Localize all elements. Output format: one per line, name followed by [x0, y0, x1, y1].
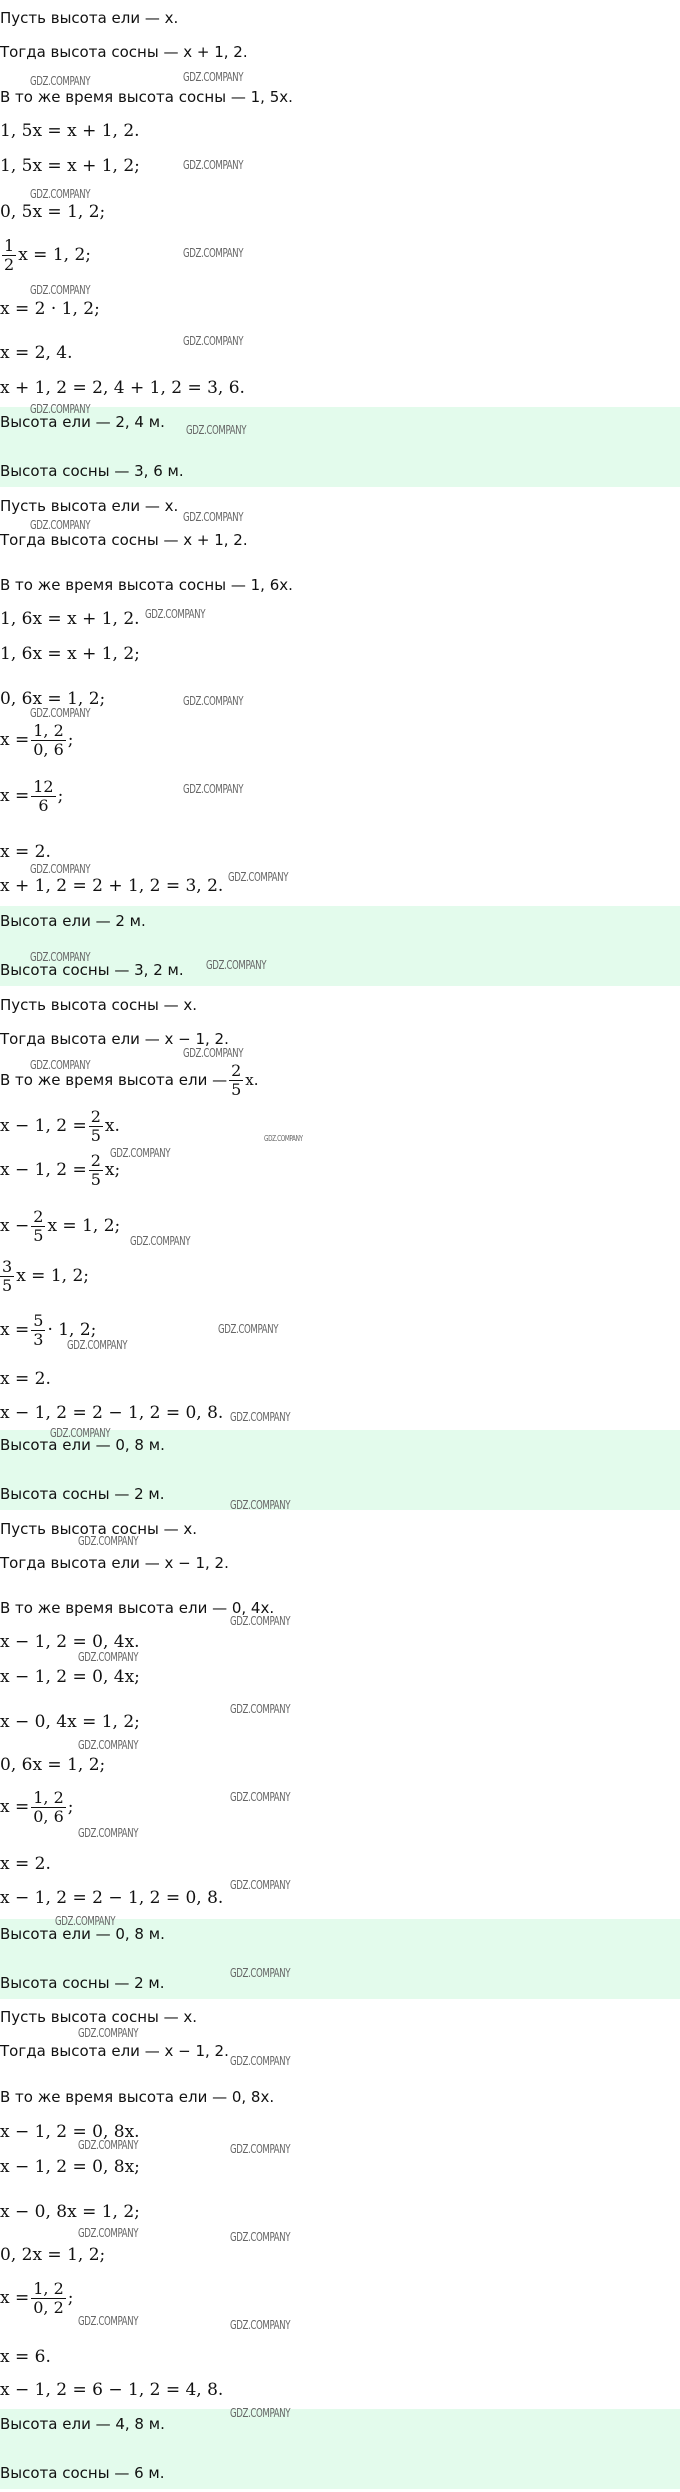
answer-fir: Высота ели — 2 м.	[0, 912, 146, 930]
answer-pine: Высота сосны — 2 м.	[0, 1974, 165, 1992]
watermark: GDZ.COMPANY	[230, 1702, 291, 1716]
equation: x = $\frac{1, 2}{0, 6}$ ;	[0, 1788, 74, 1826]
equation: x = 2.	[0, 842, 51, 862]
watermark: GDZ.COMPANY	[230, 2406, 291, 2420]
watermark: GDZ.COMPANY	[30, 1058, 91, 1072]
text-line: В то же время высота ели — $\frac{2}{5}$ x.	[0, 1061, 259, 1099]
fraction: $\frac{3}{5}$	[2, 1257, 13, 1295]
text-line: Тогда высота ели — x − 1, 2.	[0, 1554, 229, 1572]
equation: $\frac{3}{5}$ x = 1, 2;	[2, 1257, 89, 1295]
answer-fir: Высота ели — 0, 8 м.	[0, 1436, 165, 1454]
watermark: GDZ.COMPANY	[145, 607, 206, 621]
equation: x = 2 · 1, 2;	[0, 299, 100, 319]
watermark: GDZ.COMPANY	[30, 74, 91, 88]
watermark: GDZ.COMPANY	[78, 2226, 139, 2240]
text-line: В то же время высота ели — 0, 8x.	[0, 2088, 275, 2106]
equation: 1, 6x = x + 1, 2.	[0, 609, 140, 629]
fraction: $\frac{2}{5}$	[90, 1107, 101, 1145]
equation: x = $\frac{1, 2}{0, 2}$ ;	[0, 2279, 74, 2317]
answer-block	[0, 906, 680, 986]
watermark: GDZ.COMPANY	[78, 2314, 139, 2328]
equation: x − $\frac{2}{5}$ x = 1, 2;	[0, 1207, 121, 1245]
equation: x − 1, 2 = 0, 8x;	[0, 2157, 140, 2177]
answer-pine: Высота сосны — 6 м.	[0, 2464, 165, 2482]
equation: 0, 6x = 1, 2;	[0, 689, 106, 709]
equation: x − 1, 2 = 0, 4x.	[0, 1632, 140, 1652]
answer-pine: Высота сосны — 2 м.	[0, 1485, 165, 1503]
watermark: GDZ.COMPANY	[30, 518, 91, 532]
fraction: $\frac{1, 2}{0, 6}$	[33, 721, 64, 759]
watermark: GDZ.COMPANY	[230, 2054, 291, 2068]
answer-block	[0, 2409, 680, 2489]
watermark: GDZ.COMPANY	[183, 694, 244, 708]
watermark: GDZ.COMPANY	[30, 187, 91, 201]
fraction: $\frac{2}{5}$	[231, 1061, 242, 1099]
watermark: GDZ.COMPANY	[230, 2142, 291, 2156]
text-line: Тогда высота сосны — x + 1, 2.	[0, 43, 248, 61]
watermark: GDZ.COMPANY	[183, 1046, 244, 1060]
watermark: GDZ.COMPANY	[230, 1498, 291, 1512]
text-line: Пусть высота сосны — x.	[0, 996, 198, 1014]
text-line: Тогда высота ели — x − 1, 2.	[0, 1030, 229, 1048]
fraction: $\frac{1, 2}{0, 2}$	[33, 2279, 64, 2317]
watermark: GDZ.COMPANY	[230, 1790, 291, 1804]
watermark: GDZ.COMPANY	[130, 1234, 191, 1248]
equation: x − 1, 2 = $\frac{2}{5}$ x.	[0, 1107, 120, 1145]
watermark: GDZ.COMPANY	[230, 2318, 291, 2332]
watermark: GDZ.COMPANY	[30, 402, 91, 416]
watermark: GDZ.COMPANY	[67, 1338, 128, 1352]
answer-fir: Высота ели — 2, 4 м.	[0, 413, 165, 431]
equation: $\frac{1}{2}$ x = 1, 2;	[4, 236, 91, 274]
watermark: GDZ.COMPANY	[206, 958, 267, 972]
text-line: В то же время высота ели — 0, 4x.	[0, 1599, 275, 1617]
equation: x − 1, 2 = 2 − 1, 2 = 0, 8.	[0, 1888, 224, 1908]
watermark: GDZ.COMPANY	[30, 706, 91, 720]
watermark: GDZ.COMPANY	[230, 1966, 291, 1980]
watermark: GDZ.COMPANY	[55, 1914, 116, 1928]
watermark: GDZ.COMPANY	[218, 1322, 279, 1336]
equation: 1, 5x = x + 1, 2.	[0, 121, 140, 141]
fraction: $\frac{2}{5}$	[90, 1151, 101, 1189]
equation: x − 1, 2 = 0, 4x;	[0, 1667, 140, 1687]
watermark: GDZ.COMPANY	[30, 862, 91, 876]
equation: 1, 6x = x + 1, 2;	[0, 644, 140, 664]
answer-fir: Высота ели — 0, 8 м.	[0, 1925, 165, 1943]
equation: x − 0, 4x = 1, 2;	[0, 1712, 140, 1732]
equation: x + 1, 2 = 2 + 1, 2 = 3, 2.	[0, 876, 224, 896]
equation: 0, 6x = 1, 2;	[0, 1755, 106, 1775]
watermark: GDZ.COMPANY	[110, 1146, 171, 1160]
equation: x = 2, 4.	[0, 343, 73, 363]
watermark: GDZ.COMPANY	[183, 782, 244, 796]
equation: x − 1, 2 = 0, 8x.	[0, 2122, 140, 2142]
watermark: GDZ.COMPANY	[230, 2230, 291, 2244]
text-line: В то же время высота сосны — 1, 5x.	[0, 88, 293, 106]
watermark: GDZ.COMPANY	[78, 2138, 139, 2152]
answer-fir: Высота ели — 4, 8 м.	[0, 2415, 165, 2433]
fraction: $\frac{2}{5}$	[33, 1207, 44, 1245]
answer-block	[0, 1919, 680, 1999]
equation: x − 1, 2 = $\frac{2}{5}$ x;	[0, 1151, 121, 1189]
answer-pine: Высота сосны — 3, 6 м.	[0, 462, 184, 480]
equation: x = $\frac{5}{3}$ · 1, 2;	[0, 1311, 97, 1349]
watermark: GDZ.COMPANY	[183, 70, 244, 84]
watermark: GDZ.COMPANY	[78, 1738, 139, 1752]
fraction: $\frac{1, 2}{0, 6}$	[33, 1788, 64, 1826]
watermark: GDZ.COMPANY	[264, 1134, 303, 1143]
watermark: GDZ.COMPANY	[183, 510, 244, 524]
watermark: GDZ.COMPANY	[78, 2026, 139, 2040]
equation: x = $\frac{12}{6}$ ;	[0, 777, 64, 815]
equation: x − 1, 2 = 2 − 1, 2 = 0, 8.	[0, 1403, 224, 1423]
fraction: $\frac{5}{3}$	[33, 1311, 44, 1349]
equation: 1, 5x = x + 1, 2;	[0, 156, 140, 176]
equation: 0, 5x = 1, 2;	[0, 202, 106, 222]
fraction: $\frac{1}{2}$	[4, 236, 15, 274]
watermark: GDZ.COMPANY	[183, 334, 244, 348]
watermark: GDZ.COMPANY	[230, 1614, 291, 1628]
equation: 0, 2x = 1, 2;	[0, 2245, 106, 2265]
watermark: GDZ.COMPANY	[230, 1878, 291, 1892]
watermark: GDZ.COMPANY	[50, 1426, 111, 1440]
watermark: GDZ.COMPANY	[78, 1826, 139, 1840]
equation: x + 1, 2 = 2, 4 + 1, 2 = 3, 6.	[0, 378, 245, 398]
text-line: Пусть высота сосны — x.	[0, 1520, 198, 1538]
watermark: GDZ.COMPANY	[228, 870, 289, 884]
text-line: Пусть высота ели — x.	[0, 9, 179, 27]
watermark: GDZ.COMPANY	[186, 423, 247, 437]
text-line: Пусть высота сосны — x.	[0, 2008, 198, 2026]
watermark: GDZ.COMPANY	[183, 158, 244, 172]
equation: x = 2.	[0, 1854, 51, 1874]
watermark: GDZ.COMPANY	[183, 246, 244, 260]
text-line: В то же время высота сосны — 1, 6x.	[0, 576, 293, 594]
equation: x = 6.	[0, 2347, 51, 2367]
watermark: GDZ.COMPANY	[30, 950, 91, 964]
answer-pine: Высота сосны — 3, 2 м.	[0, 961, 184, 979]
watermark: GDZ.COMPANY	[230, 1410, 291, 1424]
text-line: Тогда высота ели — x − 1, 2.	[0, 2042, 229, 2060]
text-line: Тогда высота сосны — x + 1, 2.	[0, 531, 248, 549]
equation: x = $\frac{1, 2}{0, 6}$ ;	[0, 721, 74, 759]
fraction: $\frac{12}{6}$	[33, 777, 54, 815]
watermark: GDZ.COMPANY	[78, 1534, 139, 1548]
watermark: GDZ.COMPANY	[30, 283, 91, 297]
answer-block	[0, 1430, 680, 1510]
equation: x − 1, 2 = 6 − 1, 2 = 4, 8.	[0, 2380, 224, 2400]
equation: x = 2.	[0, 1369, 51, 1389]
answer-block	[0, 407, 680, 487]
text-line: Пусть высота ели — x.	[0, 497, 179, 515]
watermark: GDZ.COMPANY	[78, 1650, 139, 1664]
equation: x − 0, 8x = 1, 2;	[0, 2202, 140, 2222]
